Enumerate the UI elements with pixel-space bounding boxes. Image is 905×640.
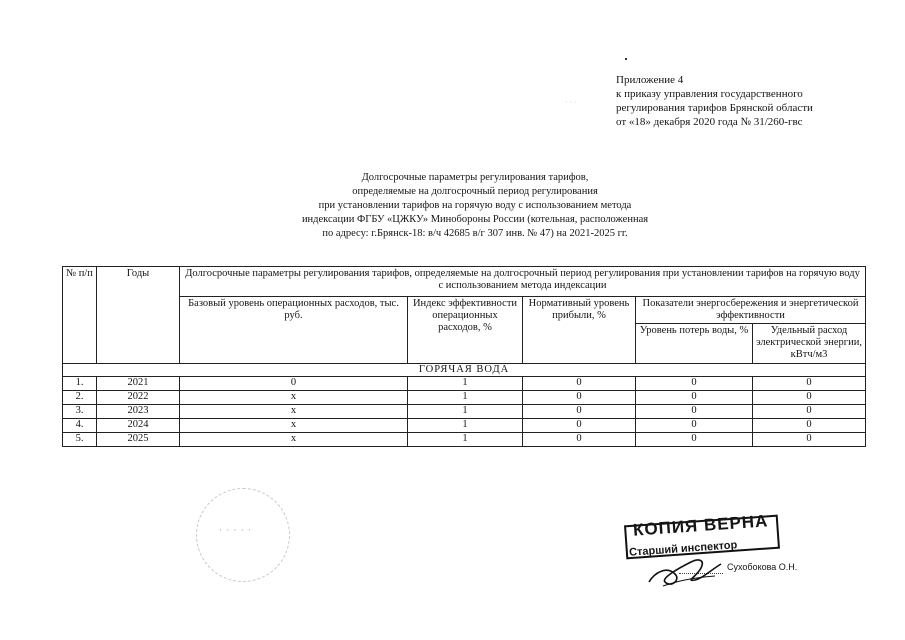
stamp-title: КОПИЯ ВЕРНА	[632, 511, 769, 540]
title-line: по адресу: г.Брянск-18: в/ч 42685 в/г 307 инв. № 47) на 2021-2025 гг.	[322, 228, 628, 239]
header-efficiency-index: Индекс эффективности операционных расходов, %	[408, 297, 523, 364]
stamp-position: Старший инспектор	[628, 539, 738, 559]
cell-specific: 0	[753, 419, 866, 433]
header-water-losses: Уровень потерь воды, %	[636, 324, 753, 364]
table-row	[63, 405, 866, 419]
cell-specific: 0	[753, 391, 866, 405]
title-line: при установлении тарифов на горячую воду с использованием метода	[318, 200, 632, 211]
header-group: Долгосрочные параметры регулирования тарифов, определяемые на долгосрочный период регулирования при установлении тарифов на горячую воду с использованием метода индексации	[180, 267, 866, 297]
cell-num: 1.	[63, 377, 97, 391]
header-energy-group: Показатели энергосбережения и энергетической эффективности	[636, 297, 866, 324]
cell-num: 5.	[63, 433, 97, 447]
cell-specific: 0	[753, 405, 866, 419]
cell-specific: 0	[753, 377, 866, 391]
cell-profit: 0	[523, 377, 636, 391]
cell-num: 4.	[63, 419, 97, 433]
table-row	[63, 391, 866, 405]
appendix-line: регулирования тарифов Брянской области	[616, 102, 813, 114]
cell-base: х	[180, 419, 408, 433]
stray-mark	[625, 58, 627, 60]
cell-profit: 0	[523, 391, 636, 405]
stamp-signer-name: Сухобокова О.Н.	[727, 562, 798, 572]
document-title	[230, 171, 720, 241]
cell-profit: 0	[523, 405, 636, 419]
cell-index: 1	[408, 405, 523, 419]
faint-mark: · · ·	[565, 98, 577, 107]
cell-base: х	[180, 433, 408, 447]
cell-losses: 0	[636, 405, 753, 419]
cell-year: 2023	[97, 405, 180, 419]
cell-profit: 0	[523, 419, 636, 433]
cell-index: 1	[408, 377, 523, 391]
cell-base: 0	[180, 377, 408, 391]
appendix-line: Приложение 4	[616, 74, 684, 86]
copy-certified-stamp	[615, 512, 811, 594]
appendix-header	[616, 73, 813, 129]
title-line: определяемые на долгосрочный период регулирования	[352, 186, 598, 197]
title-line: Долгосрочные параметры регулирования тарифов,	[361, 172, 589, 183]
cell-losses: 0	[636, 391, 753, 405]
cell-index: 1	[408, 433, 523, 447]
cell-base: х	[180, 391, 408, 405]
title-line: индексации ФГБУ «ЦЖКУ» Минобороны России (котельная, расположенная	[301, 214, 649, 225]
cell-specific: 0	[753, 433, 866, 447]
cell-num: 2.	[63, 391, 97, 405]
header-profit-level: Нормативный уровень прибыли, %	[523, 297, 636, 364]
cell-profit: 0	[523, 433, 636, 447]
cell-year: 2022	[97, 391, 180, 405]
faint-seal: · · · · ·	[196, 488, 290, 582]
cell-index: 1	[408, 419, 523, 433]
cell-year: 2021	[97, 377, 180, 391]
parameters-table	[62, 266, 866, 447]
cell-losses: 0	[636, 377, 753, 391]
header-base-costs: Базовый уровень операционных расходов, тыс. руб.	[180, 297, 408, 364]
cell-num: 3.	[63, 405, 97, 419]
header-years: Годы	[97, 267, 180, 364]
cell-losses: 0	[636, 433, 753, 447]
cell-base: х	[180, 405, 408, 419]
cell-losses: 0	[636, 419, 753, 433]
header-num: № п/п	[63, 267, 97, 364]
table-row	[63, 377, 866, 391]
cell-index: 1	[408, 391, 523, 405]
table-row	[63, 433, 866, 447]
section-hot-water: ГОРЯЧАЯ ВОДА	[63, 364, 866, 377]
table-row	[63, 419, 866, 433]
handwritten-signature	[645, 552, 725, 592]
cell-year: 2024	[97, 419, 180, 433]
cell-year: 2025	[97, 433, 180, 447]
appendix-line: от «18» декабря 2020 года № 31/260-гвс	[616, 116, 803, 128]
header-specific-consumption: Удельный расход электрической энергии, кВтч/м3	[753, 324, 866, 364]
appendix-line: к приказу управления государственного	[616, 88, 803, 100]
